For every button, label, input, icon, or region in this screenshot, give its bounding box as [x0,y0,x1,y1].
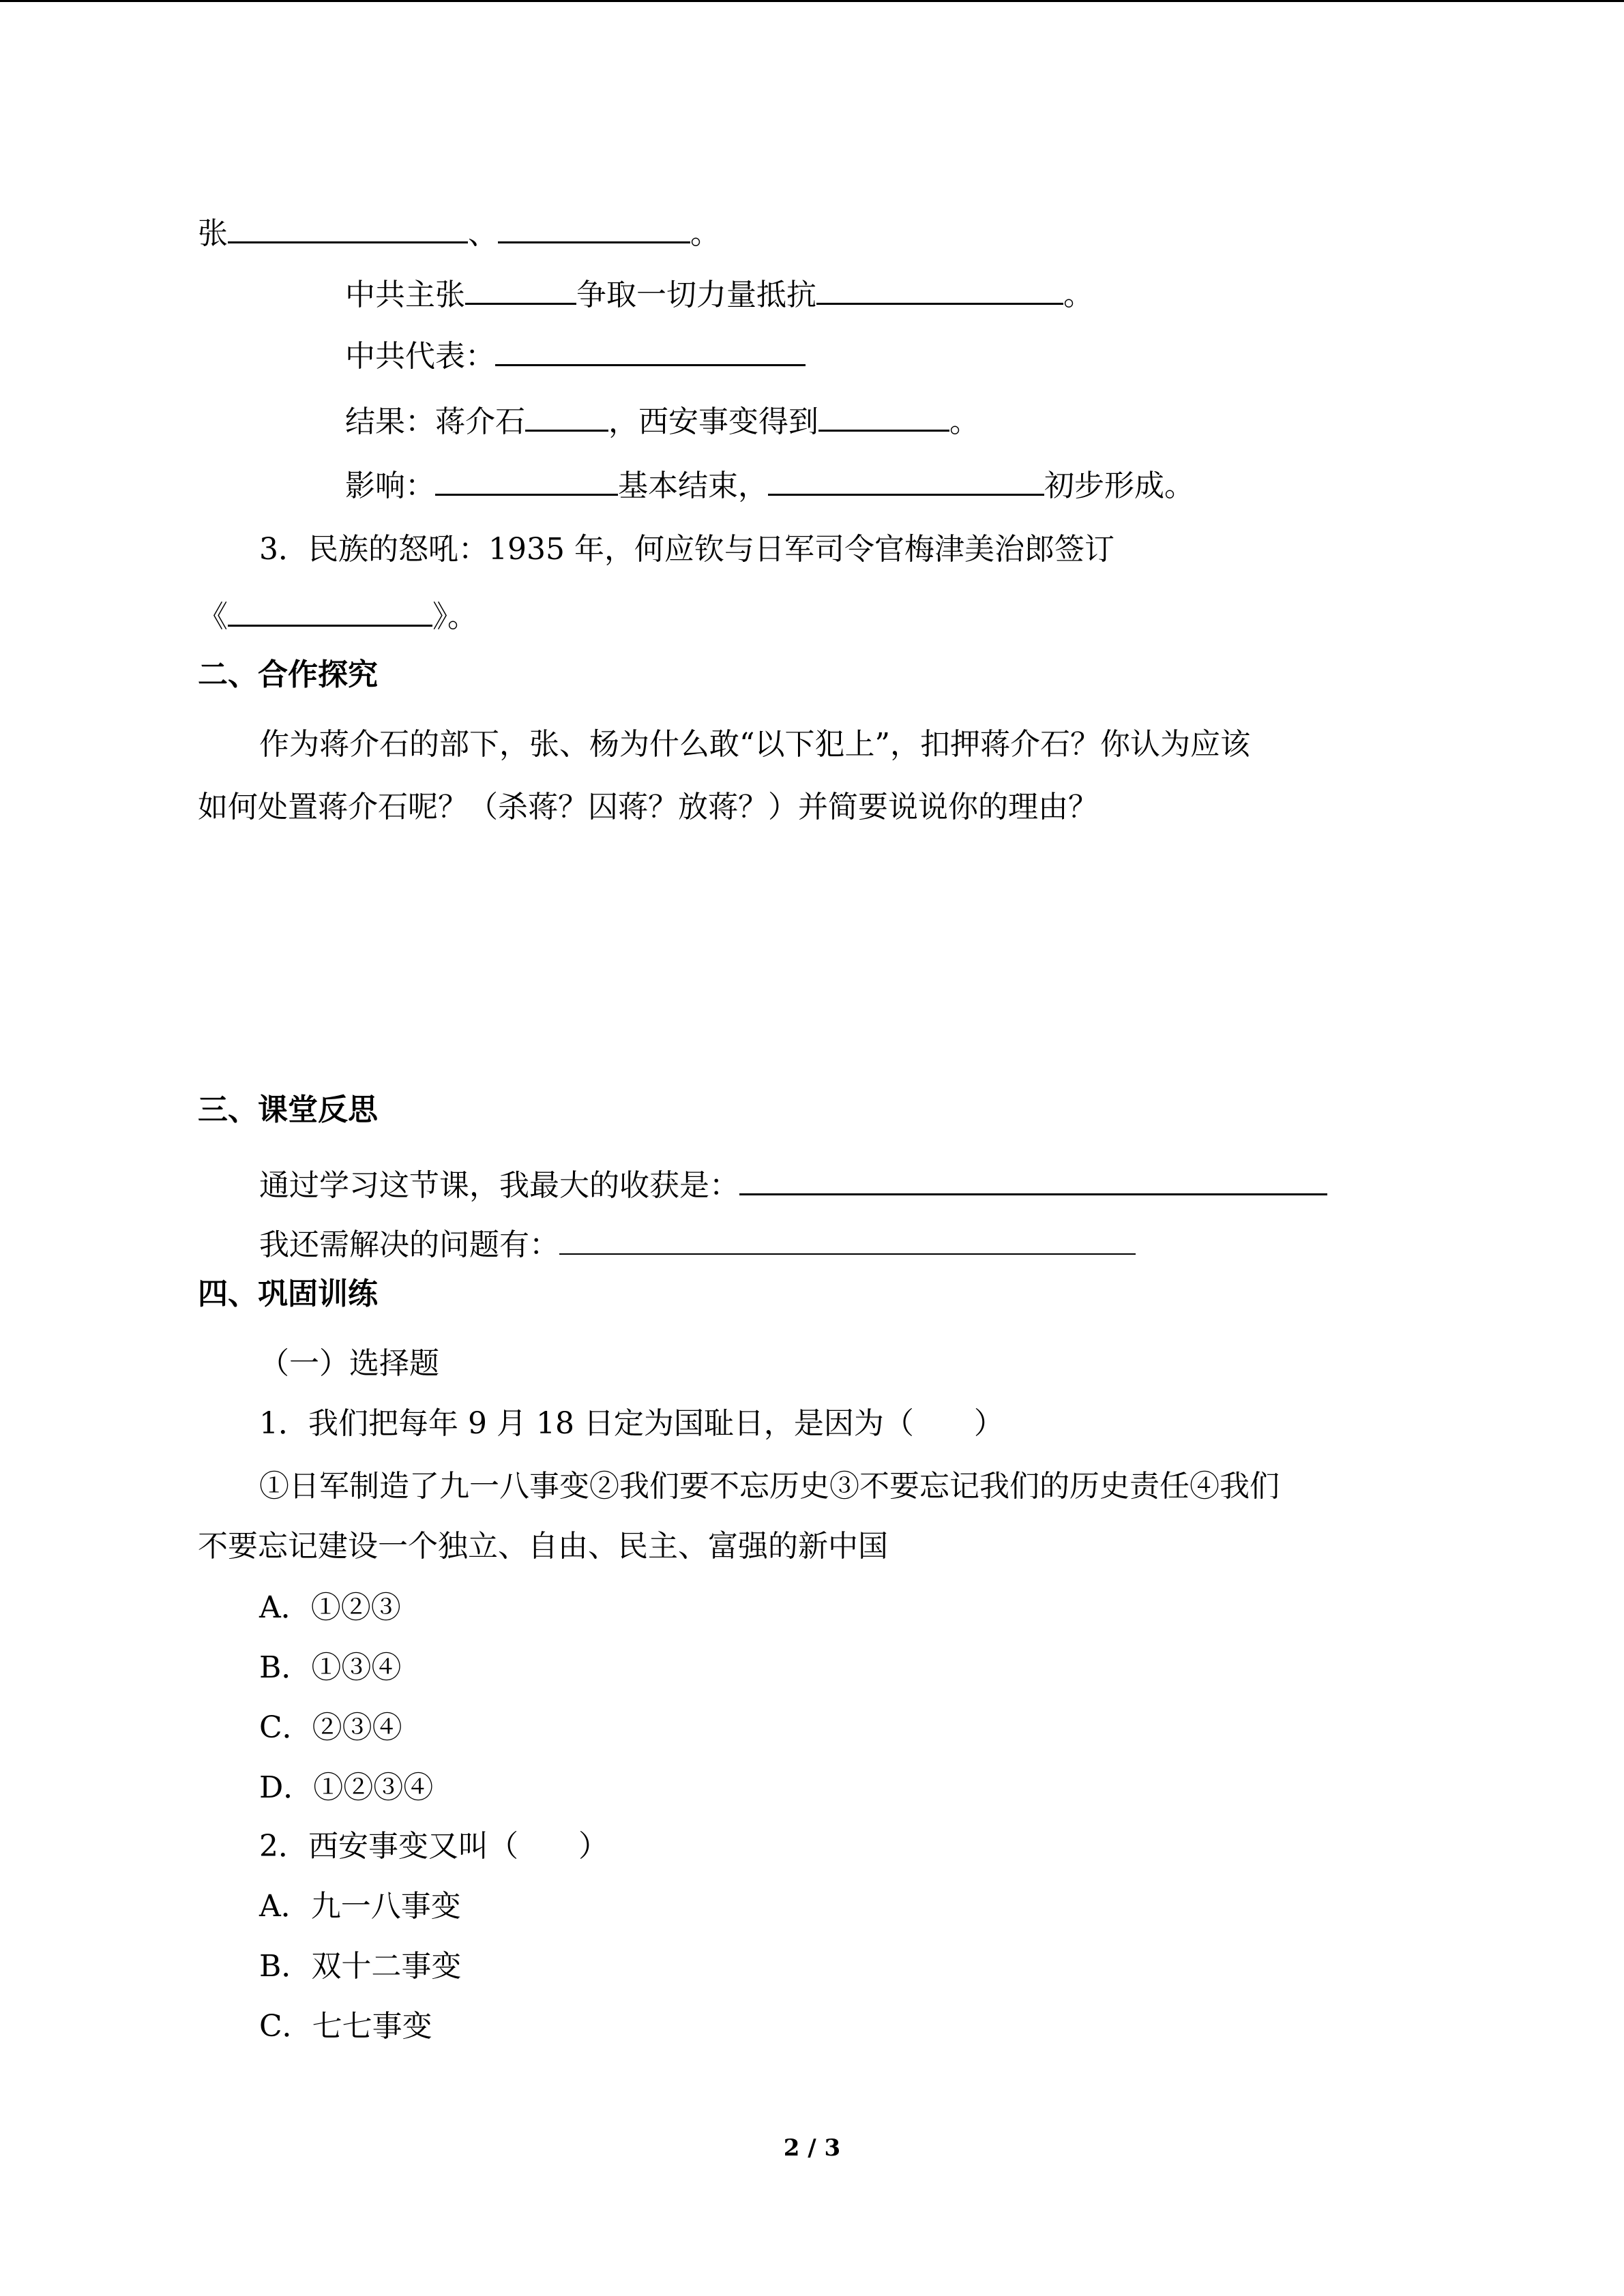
text: 》。 [432,599,477,634]
text: 影响： [345,468,435,503]
answer-blank[interactable] [739,1163,1327,1195]
section-heading-reflection: 三、课堂反思 [198,1092,378,1127]
blank[interactable] [816,273,1063,305]
text: 我还需解决的问题有： [259,1227,559,1262]
blank[interactable] [228,595,432,627]
text: 。 [690,216,720,251]
option-b[interactable]: B．双十二事变 [259,1949,462,1984]
question-3: 3．民族的怒吼：1935 年，何应钦与日军司令官梅津美治郎签订 [259,532,1114,567]
blank[interactable] [228,211,468,243]
option-c[interactable]: C．②③④ [259,1710,402,1745]
text: 。 [949,404,979,439]
page-number: 2 / 3 [783,2134,841,2162]
page-top-border [0,0,1624,2]
fill-line-5 [345,464,1194,505]
blank[interactable] [435,464,618,496]
reflection-problem [259,1223,1136,1264]
blank[interactable] [818,400,949,432]
question-1-desc: 不要忘记建设一个独立、自由、民主、富强的新中国 [198,1529,888,1564]
paragraph-line: 作为蒋介石的部下，张、杨为什么敢“以下犯上”，扣押蒋介石？你认为应该 [259,727,1250,762]
text: 结果：蒋介石 [345,404,525,439]
fill-line-2 [345,273,1093,314]
text: 。 [1063,278,1093,312]
option-d[interactable]: D．①②③④ [259,1770,434,1805]
option-c[interactable]: C．七七事变 [259,2009,432,2044]
option-b[interactable]: B．①③④ [259,1650,402,1685]
text: 中共代表： [345,339,495,374]
section-heading-cooperation: 二、合作探究 [198,657,378,692]
text: 《 [198,599,228,634]
text: 初步形成。 [1044,468,1194,503]
question-1-desc: ①日军制造了九一八事变②我们要不忘历史③不要忘记我们的历史责任④我们 [259,1469,1280,1504]
fill-line-3 [345,334,806,376]
fill-line-1 [198,211,720,253]
section-heading-practice: 四、巩固训练 [198,1277,378,1311]
option-a[interactable]: A．①②③ [259,1590,401,1625]
text: 通过学习这节课，我最大的收获是： [259,1168,739,1203]
option-a[interactable]: A．九一八事变 [259,1889,461,1924]
paragraph-line: 如何处置蒋介石呢？（杀蒋？囚蒋？放蒋？）并简要说说你的理由？ [198,790,1098,824]
question-1: 1．我们把每年 9 月 18 日定为国耻日，是因为（ ） [259,1406,1004,1441]
text: 中共主张 [345,278,465,312]
question-2: 2．西安事变又叫（ ） [259,1829,608,1864]
text: 、 [468,216,498,251]
blank[interactable] [465,273,576,305]
text: 基本结束， [618,468,768,503]
blank[interactable] [495,334,806,366]
subsection-heading: （一）选择题 [259,1346,439,1381]
blank[interactable] [525,400,608,432]
answer-blank[interactable] [559,1223,1136,1255]
question-3-answer [198,595,477,636]
text: 争取一切力量抵抗 [576,278,816,312]
text: ，西安事变得到 [608,404,818,439]
reflection-gain [259,1163,1327,1205]
fill-line-4 [345,400,979,441]
text: 张 [198,216,228,251]
blank[interactable] [768,464,1044,496]
blank[interactable] [498,211,690,243]
